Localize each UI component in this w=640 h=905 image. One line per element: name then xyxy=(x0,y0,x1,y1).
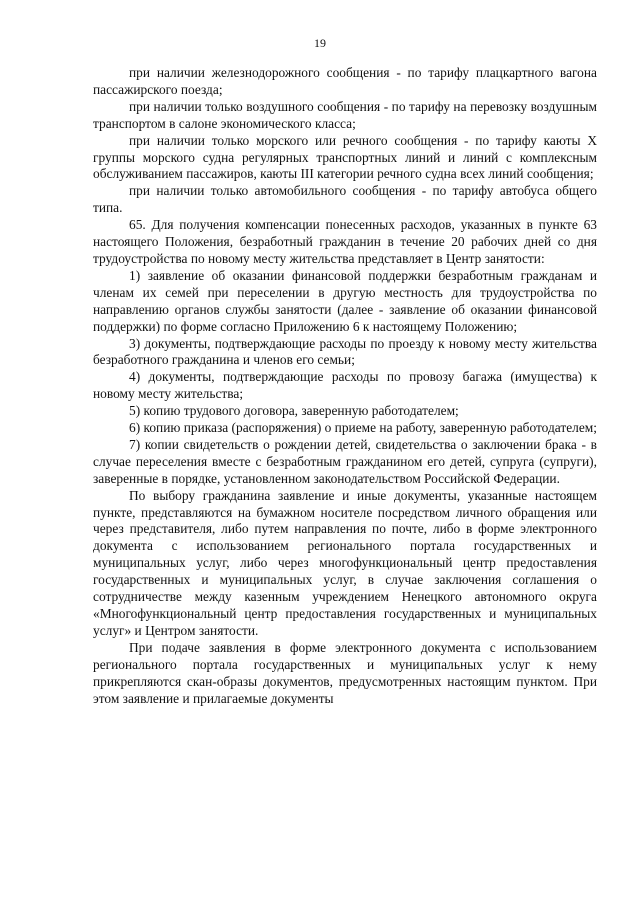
list-item-4: 4) документы, подтверждающие расходы по провозу багажа (имущества) к новому месту жительства; xyxy=(93,369,597,402)
list-item-6: 6) копию приказа (распоряжения) о приеме на работу, заверенную работодателем; xyxy=(129,420,597,436)
list-item-7: 7) копии свидетельств о рождении детей, свидетельства о заключении брака - в случае переселения вместе с безработным гражданином его детей, супруга (супруги), заверенные в порядке, установленном законодательством Российской Федерации. xyxy=(93,436,597,486)
list-item-3: 3) документы, подтверждающие расходы по проезду к новому месту жительства безработного гражданина и членов его семьи; xyxy=(93,335,597,368)
list-item-5: 5) копию трудового договора, заверенную работодателем; xyxy=(129,403,459,419)
paragraph-bus-tariff: при наличии только автомобильного сообщения - по тарифу автобуса общего типа. xyxy=(93,183,597,216)
paragraph-railway-tariff: при наличии железнодорожного сообщения - по тарифу плацкартного вагона пассажирского поезда; xyxy=(93,65,597,97)
list-item-1: 1) заявление об оказании финансовой поддержки безработным гражданам и членам их семей при переселении в другую местность для трудоустройства по направлению органов службы занятости (далее - заявление об оказании финансовой поддержки) по форме согласно Приложению 6 к настоящему Положению; xyxy=(93,267,597,334)
paragraph-electronic-submission: При подаче заявления в форме электронного документа с использованием регионального портала государственных и муниципальных услуг к нему прикрепляются скан-образы документов, предусмотренных настоящим пунктом. При этом заявление и прилагаемые документы xyxy=(93,639,597,706)
page-number: 19 xyxy=(314,36,326,50)
paragraph-item-65: 65. Для получения компенсации понесенных расходов, указанных в пункте 63 настоящего Положения, безработный гражданин в течение 20 рабочих дней со дня трудоустройства по новому месту жительства представляет в Центр занятости: xyxy=(93,217,597,266)
paragraph-submission-methods: По выбору гражданина заявление и иные документы, указанные настоящем пункте, представляются на бумажном носителе посредством личного обращения или через представителя, либо путем направления по почте, либо в форме электронного документа с использованием регионального портала государственных и муниципальных услуг, либо через многофункциональный центр предоставления государственных и муниципальных услуг, в случае заключения соглашения о сотрудничестве между казенным учреждением Ненецкого автономного округа «Многофункциональный центр предоставления государственных и муниципальных услуг» и Центром занятости. xyxy=(93,487,597,638)
paragraph-air-tariff: при наличии только воздушного сообщения - по тарифу на перевозку воздушным транспортом в салоне экономического класса; xyxy=(93,98,597,131)
paragraph-sea-river-tariff: при наличии только морского или речного сообщения - по тарифу каюты X группы морского судна регулярных транспортных линий и линий с комплексным обслуживанием пассажиров, каюты III категории речного судна всех линий сообщения; xyxy=(93,132,597,182)
document-body xyxy=(93,65,597,707)
